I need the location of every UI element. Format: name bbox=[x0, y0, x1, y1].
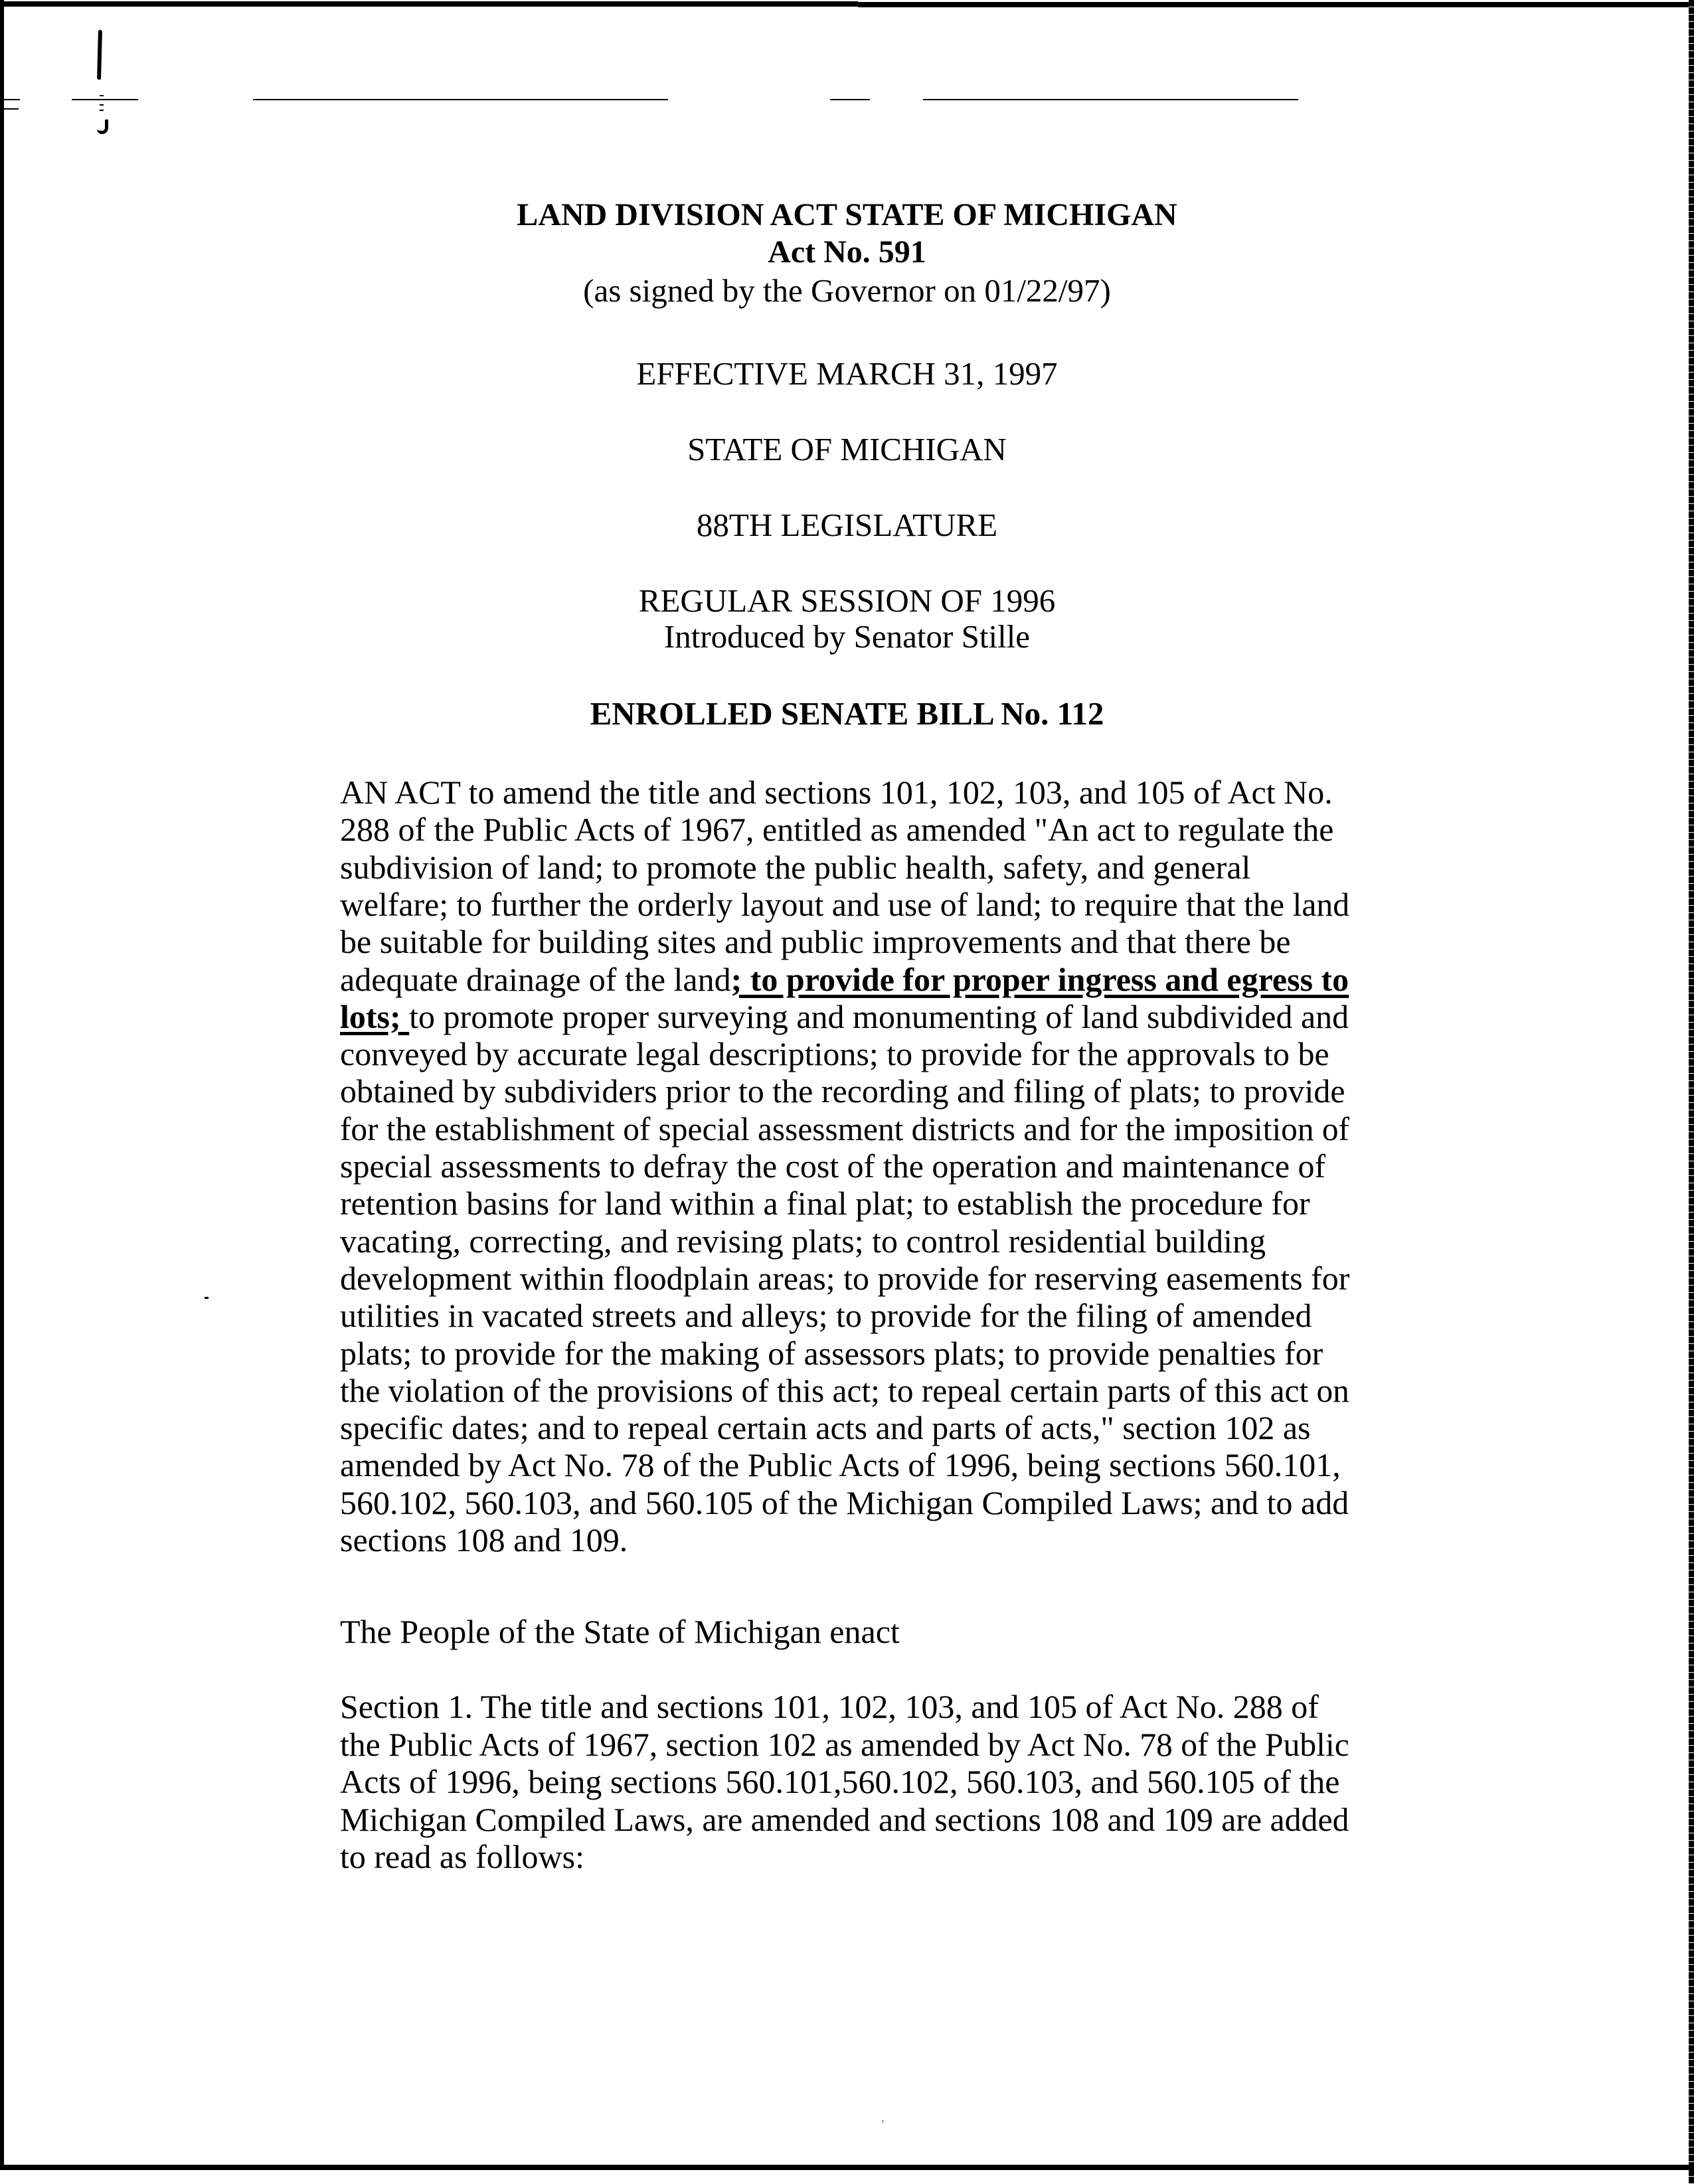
introduced-by: Introduced by Senator Stille bbox=[663, 618, 1031, 655]
scan-mark bbox=[100, 104, 104, 106]
text-line bbox=[340, 997, 1349, 1035]
text-line: vacating, correcting, and revising plats; to control residential building bbox=[340, 1222, 1266, 1260]
session-heading: REGULAR SESSION OF 1996 bbox=[638, 582, 1056, 619]
text-line: the violation of the provisions of this act; to repeal certain parts of this act on bbox=[340, 1371, 1349, 1409]
document-title: LAND DIVISION ACT STATE OF MICHIGAN bbox=[517, 197, 1177, 232]
scan-mark bbox=[100, 95, 104, 96]
scan-mark bbox=[99, 63, 101, 80]
text-line: Michigan Compiled Laws, are amended and sections 108 and 109 are added bbox=[340, 1800, 1349, 1838]
scan-rule bbox=[72, 99, 138, 100]
text-line: conveyed by accurate legal descriptions; to provide for the approvals to be bbox=[340, 1035, 1329, 1073]
scan-rule bbox=[923, 99, 1298, 100]
scan-border-top bbox=[0, 1, 858, 7]
text-segment: to promote proper surveying and monumenting of land subdivided and bbox=[409, 997, 1349, 1035]
text-line: development within floodplain areas; to provide for reserving easements for bbox=[340, 1259, 1350, 1297]
text-line: be suitable for building sites and public improvements and that there be bbox=[340, 923, 1291, 961]
text-line: utilities in vacated streets and alleys; to provide for the filing of amended bbox=[340, 1297, 1312, 1335]
text-line: for the establishment of special assessment districts and for the imposition of bbox=[340, 1110, 1349, 1147]
text-line: subdivision of land; to promote the public health, safety, and general bbox=[340, 848, 1251, 886]
text-line: Acts of 1996, being sections 560.101,560.102, 560.103, and 560.105 of the bbox=[340, 1763, 1340, 1800]
text-line: plats; to provide for the making of assessors plats; to provide penalties for bbox=[340, 1334, 1323, 1372]
text-line: Section 1. The title and sections 101, 102, 103, and 105 of Act No. 288 of bbox=[340, 1688, 1319, 1725]
effective-date: EFFECTIVE MARCH 31, 1997 bbox=[636, 355, 1058, 392]
scan-mark bbox=[100, 110, 104, 111]
text-line: special assessments to defray the cost of the operation and maintenance of bbox=[340, 1147, 1326, 1185]
text-line: the Public Acts of 1967, section 102 as amended by Act No. 78 of the Public bbox=[340, 1725, 1349, 1763]
text-line: 288 of the Public Acts of 1967, entitled as amended "An act to regulate the bbox=[340, 811, 1334, 849]
text-line: welfare; to further the orderly layout and use of land; to require that the land bbox=[340, 885, 1350, 923]
scan-mark bbox=[4, 108, 19, 110]
state-heading: STATE OF MICHIGAN bbox=[687, 431, 1007, 467]
signed-note: (as signed by the Governor on 01/22/97) bbox=[583, 272, 1111, 309]
scan-border-left bbox=[0, 0, 4, 2166]
act-number: Act No. 591 bbox=[768, 234, 926, 270]
bill-heading: ENROLLED SENATE BILL No. 112 bbox=[590, 695, 1104, 732]
text-line: 560.102, 560.103, and 560.105 of the Michigan Compiled Laws; and to add bbox=[340, 1483, 1349, 1521]
scan-mark bbox=[97, 120, 108, 134]
legislature-heading: 88TH LEGISLATURE bbox=[696, 507, 998, 543]
text-line: sections 108 and 109. bbox=[340, 1521, 628, 1558]
text-segment: adequate drainage of the land bbox=[340, 960, 731, 998]
enacting-clause: The People of the State of Michigan enact bbox=[340, 1613, 900, 1650]
scan-rule bbox=[253, 99, 668, 100]
text-line: amended by Act No. 78 of the Public Acts of 1996, being sections 560.101, bbox=[340, 1446, 1341, 1484]
amended-text-emphasis: lots; bbox=[340, 997, 410, 1035]
text-line: retention basins for land within a final plat; to establish the procedure for bbox=[340, 1185, 1310, 1222]
scan-border-right bbox=[1689, 0, 1694, 2184]
scan-border-bottom bbox=[0, 2165, 1694, 2170]
scan-speck bbox=[205, 1297, 209, 1299]
scan-rule bbox=[4, 99, 20, 100]
amended-text-emphasis: ; to provide for proper ingress and egress to bbox=[730, 960, 1349, 998]
text-line: to read as follows: bbox=[340, 1838, 584, 1875]
text-line: AN ACT to amend the title and sections 101, 102, 103, and 105 of Act No. bbox=[340, 774, 1333, 811]
text-line: specific dates; and to repeal certain acts and parts of acts," section 102 as bbox=[340, 1409, 1311, 1447]
scan-rule bbox=[830, 99, 870, 100]
text-line bbox=[340, 960, 1349, 998]
scan-border-top bbox=[858, 2, 1694, 7]
text-line: obtained by subdividers prior to the recording and filing of plats; to provide bbox=[340, 1072, 1345, 1110]
